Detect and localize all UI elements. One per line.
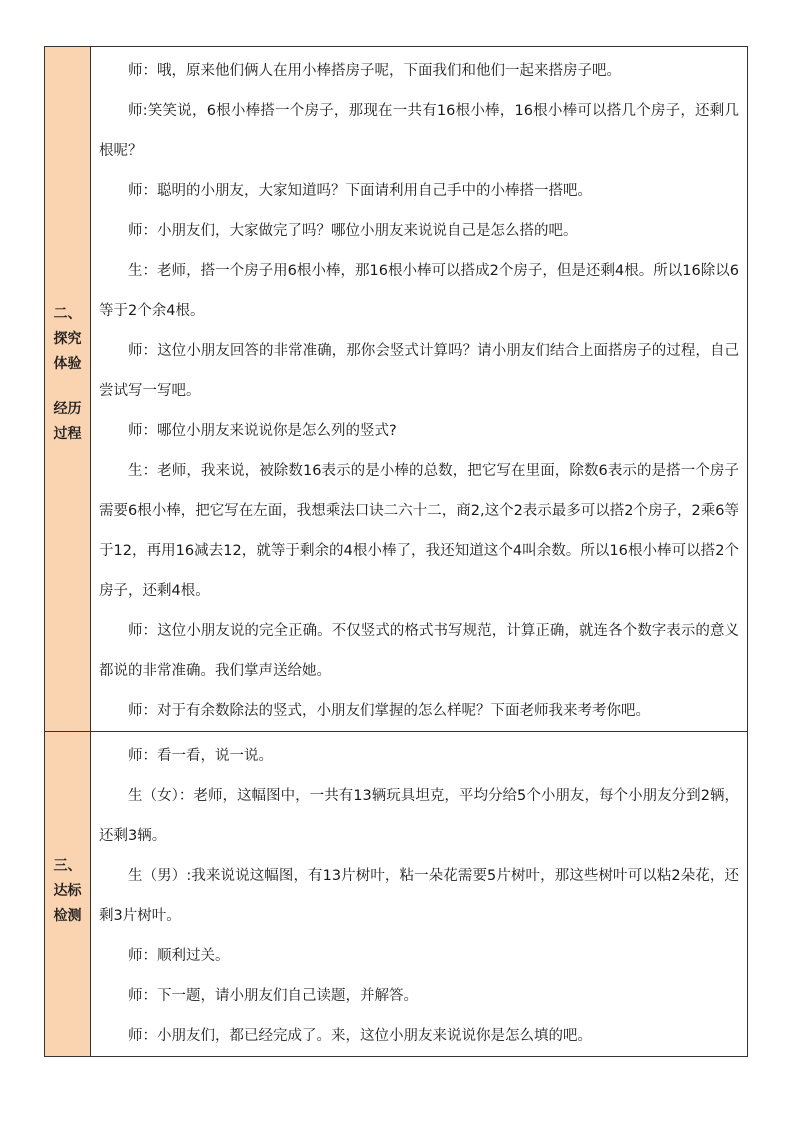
paragraph: 师：哦，原来他们俩人在用小棒搭房子呢，下面我们和他们一起来搭房子吧。 (128, 63, 621, 79)
paragraph: 师：小朋友们，大家做完了吗？哪位小朋友来说说自己是怎么搭的吧。 (128, 223, 578, 239)
paragraph: 师：这位小朋友回答的非常准确，那你会竖式计算吗？请小朋友们结合上面搭房子的过程，自己尝试写一写吧。 (99, 343, 739, 399)
label-line: 检测 (53, 908, 82, 924)
section-content-explore (91, 47, 748, 732)
section-label-test (45, 732, 91, 1057)
label-line: 达标 (53, 883, 82, 899)
paragraph: 师：聪明的小朋友，大家知道吗？下面请利用自己手中的小棒搭一搭吧。 (128, 183, 592, 199)
paragraph: 师：看一看，说一说。 (128, 748, 273, 764)
section-label-explore (45, 47, 91, 732)
label-gap (45, 377, 90, 397)
paragraph: 生（男）:我来说说这幅图，有13片树叶，粘一朵花需要5片树叶，那这些树叶可以粘2朵花，还剩3片树叶。 (99, 868, 739, 924)
label-line: 过程 (53, 426, 82, 442)
section-row-test (45, 732, 748, 1057)
section-row-explore (45, 47, 748, 732)
paragraph: 师：下一题，请小朋友们自己读题，并解答。 (128, 988, 418, 1004)
paragraph: 生（女）：老师，这幅图中，一共有13辆玩具坦克，平均分给5个小朋友，每个小朋友分到2辆，还剩3辆。 (99, 788, 739, 844)
paragraph: 师：对于有余数除法的竖式，小朋友们掌握的怎么样呢？下面老师我来考考你吧。 (128, 703, 650, 719)
label-line: 体验 (53, 356, 82, 372)
label-line: 探究 (53, 331, 82, 347)
lesson-table (44, 46, 748, 1057)
paragraph: 师：哪位小朋友来说说你是怎么列的竖式? (128, 423, 397, 439)
paragraph: 师:笑笑说，6根小棒搭一个房子，那现在一共有16根小棒，16根小棒可以搭几个房子，还剩几根呢？ (99, 103, 739, 159)
label-line: 三、 (53, 858, 82, 874)
section-content-test (91, 732, 748, 1057)
paragraph: 师：这位小朋友说的完全正确。不仅竖式的格式书写规范，计算正确，就连各个数字表示的意义都说的非常准确。我们掌声送给她。 (99, 623, 739, 679)
label-line: 经历 (53, 401, 82, 417)
paragraph: 生：老师，搭一个房子用6根小棒，那16根小棒可以搭成2个房子，但是还剩4根。所以16除以6等于2个余4根。 (99, 263, 739, 319)
label-line: 二、 (53, 306, 82, 322)
paragraph: 生：老师，我来说，被除数16表示的是小棒的总数，把它写在里面，除数6表示的是搭一个房子需要6根小棒，把它写在左面，我想乘法口诀二六十二，商2,这个2表示最多可以搭2个房子，2乘6等于12，再用16减去12，就等于剩余的4根小棒了，我还知道这个4叫余数。所以16根小棒可以搭2个房子，还剩4根。 (99, 463, 739, 599)
paragraph: 师：小朋友们，都已经完成了。来，这位小朋友来说说你是怎么填的吧。 (128, 1028, 592, 1044)
paragraph: 师：顺利过关。 (128, 948, 230, 964)
